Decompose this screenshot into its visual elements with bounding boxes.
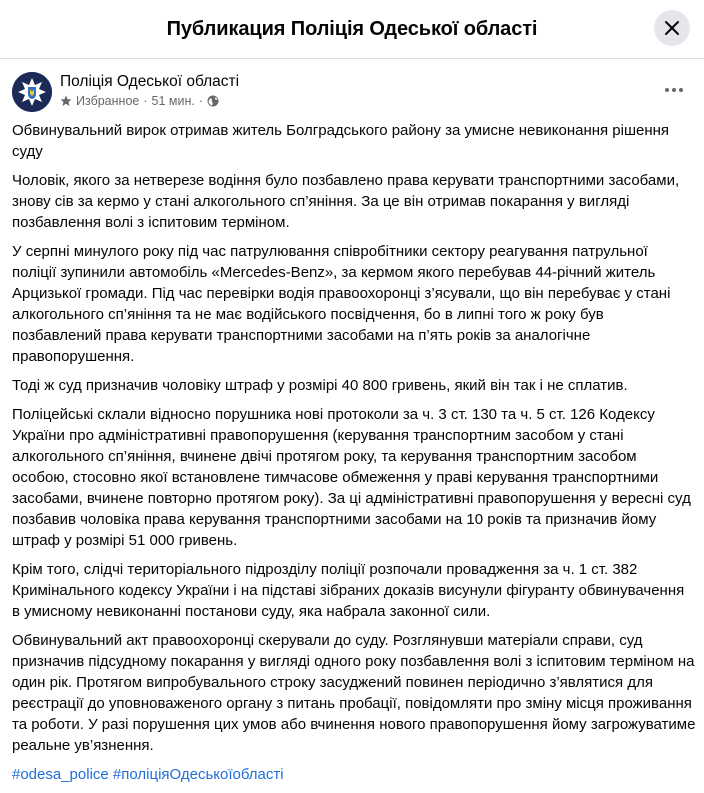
post-header bbox=[12, 72, 692, 114]
favorites-label: Избранное bbox=[76, 94, 140, 108]
more-dot-icon bbox=[679, 88, 683, 92]
post-meta bbox=[60, 94, 219, 108]
globe-icon[interactable] bbox=[207, 95, 219, 107]
post-paragraph: У серпні минулого року під час патрулювання співробітники сектору реагування патрульної поліції зупинили автомобіль «Mercedes-Benz», за кермом якого перебував 44-річний житель Арцизької громади. Під час перевірки водія правоохоронці з’ясували, що він перебуває у стані алкогольного сп’яніння та не має водійського посвідчення, бо в липні того ж року був позбавлений права керувати транспортними засобами на п’ять років за аналогічне правопорушення. bbox=[12, 243, 671, 365]
post-body bbox=[12, 120, 696, 793]
more-dot-icon bbox=[672, 88, 676, 92]
more-options-button[interactable] bbox=[662, 80, 686, 100]
post-paragraph: Поліцейські склали відносно порушника нові протоколи за ч. 3 ст. 130 та ч. 5 ст. 126 Кодексу України про адміністративні правопорушення (керування транспортним засобом у стані алкогольного сп’яніння, вчинене двічі протягом року, та керування транспортним засобом особою, стосовно якої встановлене тимчасове обмеження у праві керування транспортними засобами, вчинене повторно протягом року). За ці адміністративні правопорушення у вересні суд позбавив чоловіка права керування транспортними засобами на 10 років та призначив йому штраф у розмірі 51 000 гривень. bbox=[12, 406, 691, 549]
post-paragraph: Тоді ж суд призначив чоловіку штраф у розмірі 40 800 гривень, який він так і не сплатив. bbox=[12, 377, 628, 394]
dialog-header bbox=[0, 0, 704, 59]
meta-separator: · bbox=[143, 94, 148, 108]
close-button[interactable] bbox=[654, 10, 690, 46]
star-icon bbox=[60, 95, 72, 107]
post-paragraph: Чоловік, якого за нетверезе водіння було позбавлено права керувати транспортними засобами, знову сів за кермо у стані алкогольного сп’яніння. За це він отримав покарання у вигляді позбавлення волі з іспитовим терміном. bbox=[12, 172, 680, 231]
police-badge-icon bbox=[12, 72, 52, 112]
more-dot-icon bbox=[665, 88, 669, 92]
post-paragraph: Обвинувальний акт правоохоронці скерували до суду. Розглянувши матеріали справи, суд призначив підсудному покарання у вигляді одного року позбавлення волі з іспитовим терміном на один рік. Протягом випробувального строку засуджений повинен періодично з’являтися для реєстрації до уповноваженого органу з питань пробації, повідомляти про зміну місця проживання та роботи. У разі порушення цих умов або вчинення нового правопорушення йому загрожуватиме реальне ув’язнення. bbox=[12, 632, 696, 754]
meta-separator: · bbox=[198, 94, 204, 108]
hashtag-link[interactable]: #odesa_police bbox=[12, 766, 109, 783]
post-headline: Обвинувальний вирок отримав житель Болградського району за умисне невиконання рішення суду bbox=[12, 122, 670, 160]
post-time[interactable]: 51 мин. bbox=[151, 94, 195, 108]
avatar[interactable] bbox=[12, 72, 52, 112]
hashtag-link[interactable]: #поліціяОдеськоїобласті bbox=[112, 766, 284, 783]
post-paragraph: Крім того, слідчі територіального підрозділу поліції розпочали провадження за ч. 1 ст. 382 Кримінального кодексу України і на підставі зібраних доказів висунули фігуранту обвинувачення в умисному невиконанні постанови суду, яка набрала законної сили. bbox=[12, 561, 685, 620]
post-author[interactable]: Поліція Одеської області bbox=[60, 73, 240, 90]
close-icon bbox=[664, 20, 680, 36]
hashtags bbox=[12, 764, 696, 785]
dialog-title: Публикация Поліція Одеської області bbox=[166, 17, 538, 40]
